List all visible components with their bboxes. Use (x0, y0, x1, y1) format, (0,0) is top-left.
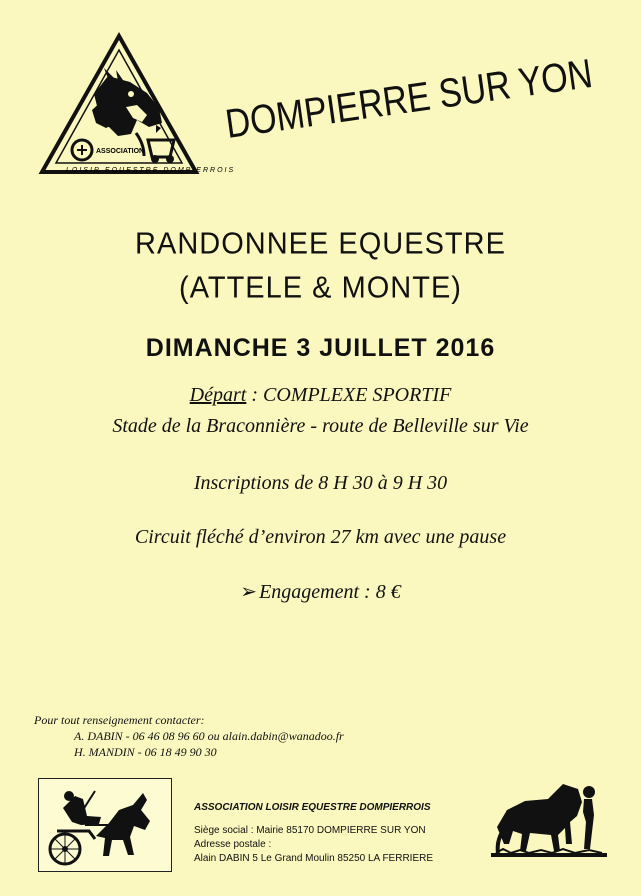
carriage-horse-icon (39, 779, 171, 871)
contact-dabin: A. DABIN - 06 46 08 96 60 ou alain.dabin@wanadoo.fr (74, 729, 344, 743)
footer-association-name: ASSOCIATION LOISIR EQUESTRE DOMPIERROIS (194, 802, 431, 813)
association-logo (36, 32, 236, 180)
contact-block (34, 712, 454, 760)
footer-details (194, 824, 472, 866)
logo-bottom-text: LOISIR EQUESTRE DOMPIERROIS (66, 167, 236, 174)
entry-fee-line (0, 579, 641, 604)
arrow-bullet-icon: ➢ (240, 579, 258, 603)
route-description: Circuit fléché d’environ 27 km avec une pause (134, 526, 507, 548)
departure-line (0, 384, 641, 407)
event-title-line-2: (ATTELE & MONTE) (179, 271, 462, 305)
registered-office: Siège social : Mairie 85170 DOMPIERRE SUR YON (194, 825, 426, 836)
stadium-address: Stade de la Braconnière - route de Belleville sur Vie (112, 415, 529, 437)
contact-mandin: H. MANDIN - 06 18 49 90 30 (74, 745, 217, 759)
postal-address-label: Adresse postale : (194, 839, 272, 850)
contact-intro: Pour tout renseignement contacter: (34, 713, 205, 727)
carriage-horse-illustration (38, 778, 172, 872)
event-title-line-1: RANDONNEE EQUESTRE (135, 227, 506, 261)
departure-label: Départ (189, 384, 247, 406)
horse-silhouette-icon (491, 777, 607, 861)
logo-association-text: ASSOCIATION (96, 148, 145, 155)
departure-separator: : (246, 384, 264, 406)
entry-fee-text: Engagement : 8 € (259, 581, 401, 603)
departure-value: COMPLEXE SPORTIF (263, 384, 452, 406)
town-headline: DOMPIERRE SUR YON (222, 50, 596, 148)
horse-and-rider-silhouette (491, 777, 607, 861)
registration-time: Inscriptions de 8 H 30 à 9 H 30 (193, 472, 448, 494)
triangle-horse-logo-icon (36, 32, 236, 180)
event-date: DIMANCHE 3 JUILLET 2016 (145, 334, 496, 362)
postal-address: Alain DABIN 5 Le Grand Moulin 85250 LA FERRIERE (194, 853, 434, 864)
